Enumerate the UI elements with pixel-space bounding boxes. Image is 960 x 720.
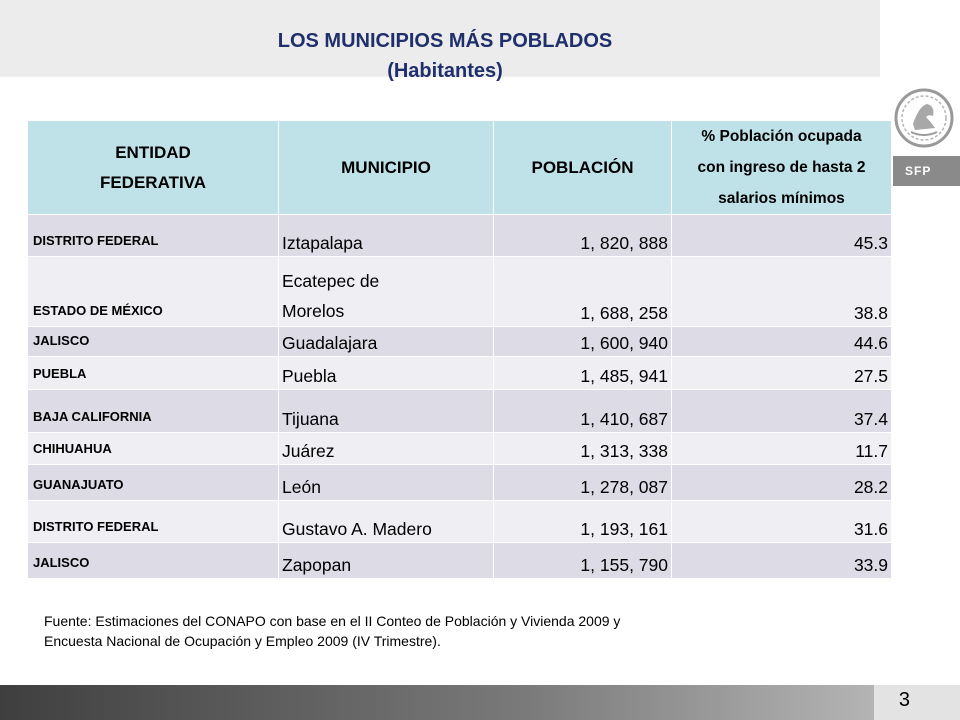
cell-pct: 28.2 <box>672 465 892 501</box>
table-row <box>28 215 892 257</box>
table-row <box>28 357 892 390</box>
cell-pct: 37.4 <box>672 390 892 433</box>
header-pct-line-1: % Población ocupada <box>701 128 862 145</box>
header-entidad-line-2: FEDERATIVA <box>99 172 207 192</box>
table-row <box>28 543 892 579</box>
cell-municipio: Guadalajara <box>279 327 494 357</box>
table-row <box>28 465 892 501</box>
cell-poblacion: 1, 600, 940 <box>494 327 672 357</box>
cell-municipio: Iztapalapa <box>279 215 494 257</box>
cell-entidad: CHIHUAHUA <box>28 433 279 465</box>
cell-municipio-line-2: Morelos <box>282 301 345 321</box>
page-number-box <box>874 685 960 720</box>
table-row <box>28 501 892 543</box>
cell-entidad: PUEBLA <box>28 357 279 390</box>
header-poblacion: POBLACIÓN <box>494 121 672 215</box>
source-line-1: Fuente: Estimaciones del CONAPO con base en el II Conteo de Población y Vivienda 2009 y <box>44 613 621 629</box>
cell-entidad: DISTRITO FEDERAL <box>28 215 279 257</box>
source-note <box>44 611 844 651</box>
cell-poblacion: 1, 410, 687 <box>494 390 672 433</box>
cell-entidad: DISTRITO FEDERAL <box>28 501 279 543</box>
cell-pct: 27.5 <box>672 357 892 390</box>
header-entidad-line-1: ENTIDAD <box>115 142 191 162</box>
title-line-1: LOS MUNICIPIOS MÁS POBLADOS <box>277 30 613 52</box>
sfp-logo: SFP <box>893 156 960 186</box>
cell-pct: 38.8 <box>672 257 892 327</box>
page-number: 3 <box>898 689 910 711</box>
header-pct-line-3: salarios mínimos <box>718 190 845 207</box>
cell-pct: 33.9 <box>672 543 892 579</box>
table-row <box>28 327 892 357</box>
cell-entidad: JALISCO <box>28 543 279 579</box>
cell-municipio: Juárez <box>279 433 494 465</box>
cell-municipio: Gustavo A. Madero <box>279 501 494 543</box>
cell-municipio: Zapopan <box>279 543 494 579</box>
cell-entidad: GUANAJUATO <box>28 465 279 501</box>
cell-poblacion: 1, 313, 338 <box>494 433 672 465</box>
coat-of-arms-icon <box>893 84 955 152</box>
table-header-row <box>28 121 892 215</box>
table-row <box>28 433 892 465</box>
cell-pct: 44.6 <box>672 327 892 357</box>
cell-municipio <box>279 257 494 327</box>
page-title <box>0 26 890 86</box>
table-row <box>28 257 892 327</box>
cell-municipio-line-1: Ecatepec de <box>282 271 380 291</box>
cell-pct: 31.6 <box>672 501 892 543</box>
cell-poblacion: 1, 688, 258 <box>494 257 672 327</box>
population-table <box>27 120 892 579</box>
table-row <box>28 390 892 433</box>
cell-municipio: León <box>279 465 494 501</box>
cell-poblacion: 1, 278, 087 <box>494 465 672 501</box>
cell-municipio: Puebla <box>279 357 494 390</box>
footer-bar <box>0 685 874 720</box>
header-entidad <box>28 121 279 215</box>
header-pct-line-2: con ingreso de hasta 2 <box>697 159 866 176</box>
title-line-2: (Habitantes) <box>387 60 503 82</box>
cell-poblacion: 1, 820, 888 <box>494 215 672 257</box>
cell-municipio: Tijuana <box>279 390 494 433</box>
cell-poblacion: 1, 193, 161 <box>494 501 672 543</box>
cell-pct: 45.3 <box>672 215 892 257</box>
source-line-2: Encuesta Nacional de Ocupación y Empleo 2009 (IV Trimestre). <box>44 633 441 649</box>
cell-entidad: ESTADO DE MÉXICO <box>28 257 279 327</box>
cell-pct: 11.7 <box>672 433 892 465</box>
cell-poblacion: 1, 155, 790 <box>494 543 672 579</box>
cell-entidad: BAJA CALIFORNIA <box>28 390 279 433</box>
cell-poblacion: 1, 485, 941 <box>494 357 672 390</box>
header-pct <box>672 121 892 215</box>
cell-entidad: JALISCO <box>28 327 279 357</box>
header-municipio: MUNICIPIO <box>279 121 494 215</box>
